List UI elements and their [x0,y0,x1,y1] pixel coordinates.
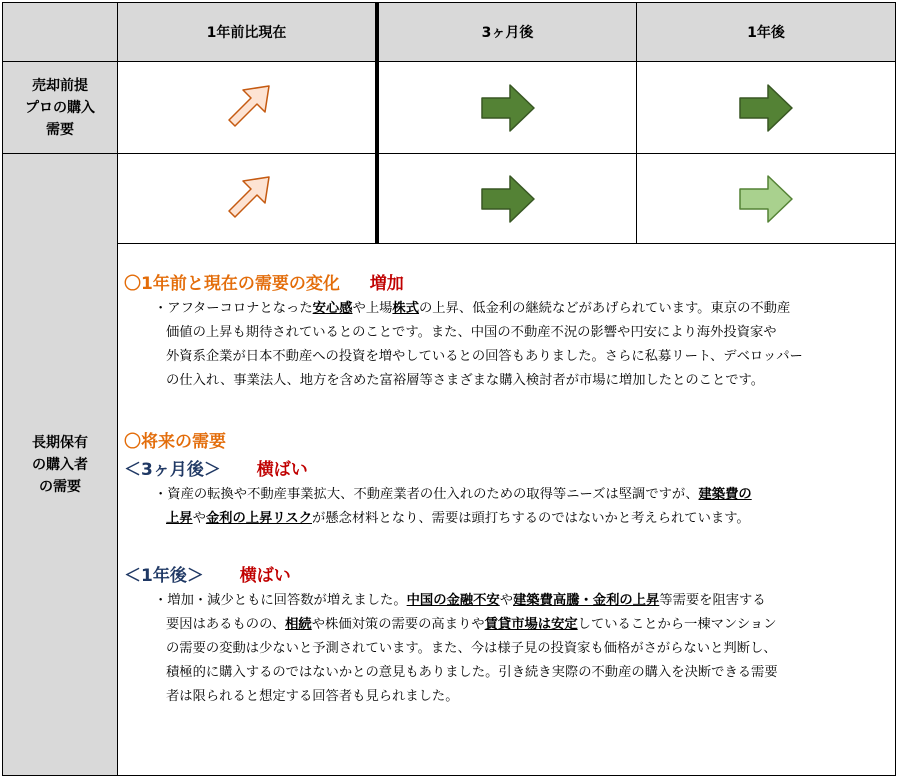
sub-1year-title: ＜1年後＞ [124,566,204,586]
header-col-now-label: 1年前比現在 [206,25,287,41]
row-label-pro-demand-text: 売却前提 プロの購入 需要 [25,77,95,138]
text-line: 価値の上昇も期待されているとのことです。また、中国の不動産不況の影響や円安により海外投資家や [166,325,777,340]
header-col-now [117,2,376,62]
keyword-china-finance: 中国の金融不安 [406,593,500,608]
header-corner [2,2,118,62]
arrow-cell-r1-c2 [378,61,637,154]
right-arrow-icon [736,82,796,134]
text-line: ・アフターコロナとなった安心感や上場株式の上昇、低金利の継続などがあげられています。東京の不動産 [154,301,791,316]
section-future-demand-heading: 〇将来の需要 [124,432,226,452]
arrow-cell-r1-c1 [117,61,376,154]
right-arrow-icon [478,173,538,225]
row-label-longterm-demand-text: 長期保有 の購入者 の需要 [32,434,88,495]
section-demand-change-title: 〇1年前と現在の需要の変化 [124,274,340,294]
keyword-kabushiki: 株式 [392,301,420,316]
header-col-3months-label: 3ヶ月後 [481,25,534,41]
arrow-cell-r1-c3 [636,61,896,154]
keyword-kinri-risk: 金利の上昇リスク [205,511,312,526]
up-right-arrow-icon [217,78,277,138]
sub-3months-status: 横ばい [256,460,308,480]
sub-1year-heading [124,561,291,586]
keyword-joushou: 上昇 [166,511,193,526]
section-demand-change-text [154,297,894,393]
text-line: 外資系企業が日本不動産への投資を増やしているとの回答もありました。さらに私募リート、デベロッパー [166,349,803,364]
text-line: 者は限られると想定する回答者も見られました。 [166,689,459,704]
sub-1year-text [154,589,894,709]
text-line: の需要の変動は少ないと予測されています。また、今は様子見の投資家も価格がさがらないと判断し、 [166,641,777,656]
arrow-cell-r2-c1 [117,153,376,244]
text-line: ・増加・減少ともに回答数が増えました。中国の金融不安や建築費高騰・金利の上昇等需要を阻害する [154,593,766,608]
header-col-1year-label: 1年後 [747,25,785,41]
text-line: ・資産の転換や不動産事業拡大、不動産業者の仕入れのための取得等ニーズは堅調ですが、建築費の [154,487,752,502]
keyword-kenchikuhi: 建築費の [698,487,752,502]
sub-3months-text [154,483,894,531]
arrow-cell-r2-c3 [636,153,896,244]
right-arrow-icon [478,82,538,134]
keyword-anshinkan: 安心感 [312,301,353,316]
section-demand-change-status: 増加 [369,274,404,294]
keyword-rental-stable: 賃貸市場は安定 [484,617,578,632]
sub-3months-title: ＜3ヶ月後＞ [124,460,221,480]
arrow-cell-r2-c2 [378,153,637,244]
row-label-pro-demand [2,61,118,154]
header-col-1year [636,2,896,62]
sub-3months-heading [124,455,308,480]
sub-1year-status: 横ばい [239,566,291,586]
right-arrow-light-icon [736,173,796,225]
column-divider [375,2,379,244]
text-line: 上昇や金利の上昇リスクが懸念材料となり、需要は頭打ちするのではないかと考えられています。 [166,511,750,526]
row-label-longterm-demand [2,153,118,776]
section-demand-change-heading [124,269,404,294]
up-right-arrow-icon [217,169,277,229]
keyword-cost-rate: 建築費高騰・金利の上昇 [513,593,660,608]
text-line: 要因はあるものの、相続や株価対策の需要の高まりや賃貸市場は安定していることから一棟マンション [166,617,777,632]
text-line: 積極的に購入するのではないかとの意見もありました。引き続き実際の不動産の購入を決断できる需要 [166,665,778,680]
text-line: の仕入れ、事業法人、地方を含めた富裕層等さまざまな購入検討者が市場に増加したとのことです。 [166,373,765,388]
header-col-3months [378,2,637,62]
commentary-area [118,243,896,776]
keyword-souzoku: 相続 [285,617,312,632]
